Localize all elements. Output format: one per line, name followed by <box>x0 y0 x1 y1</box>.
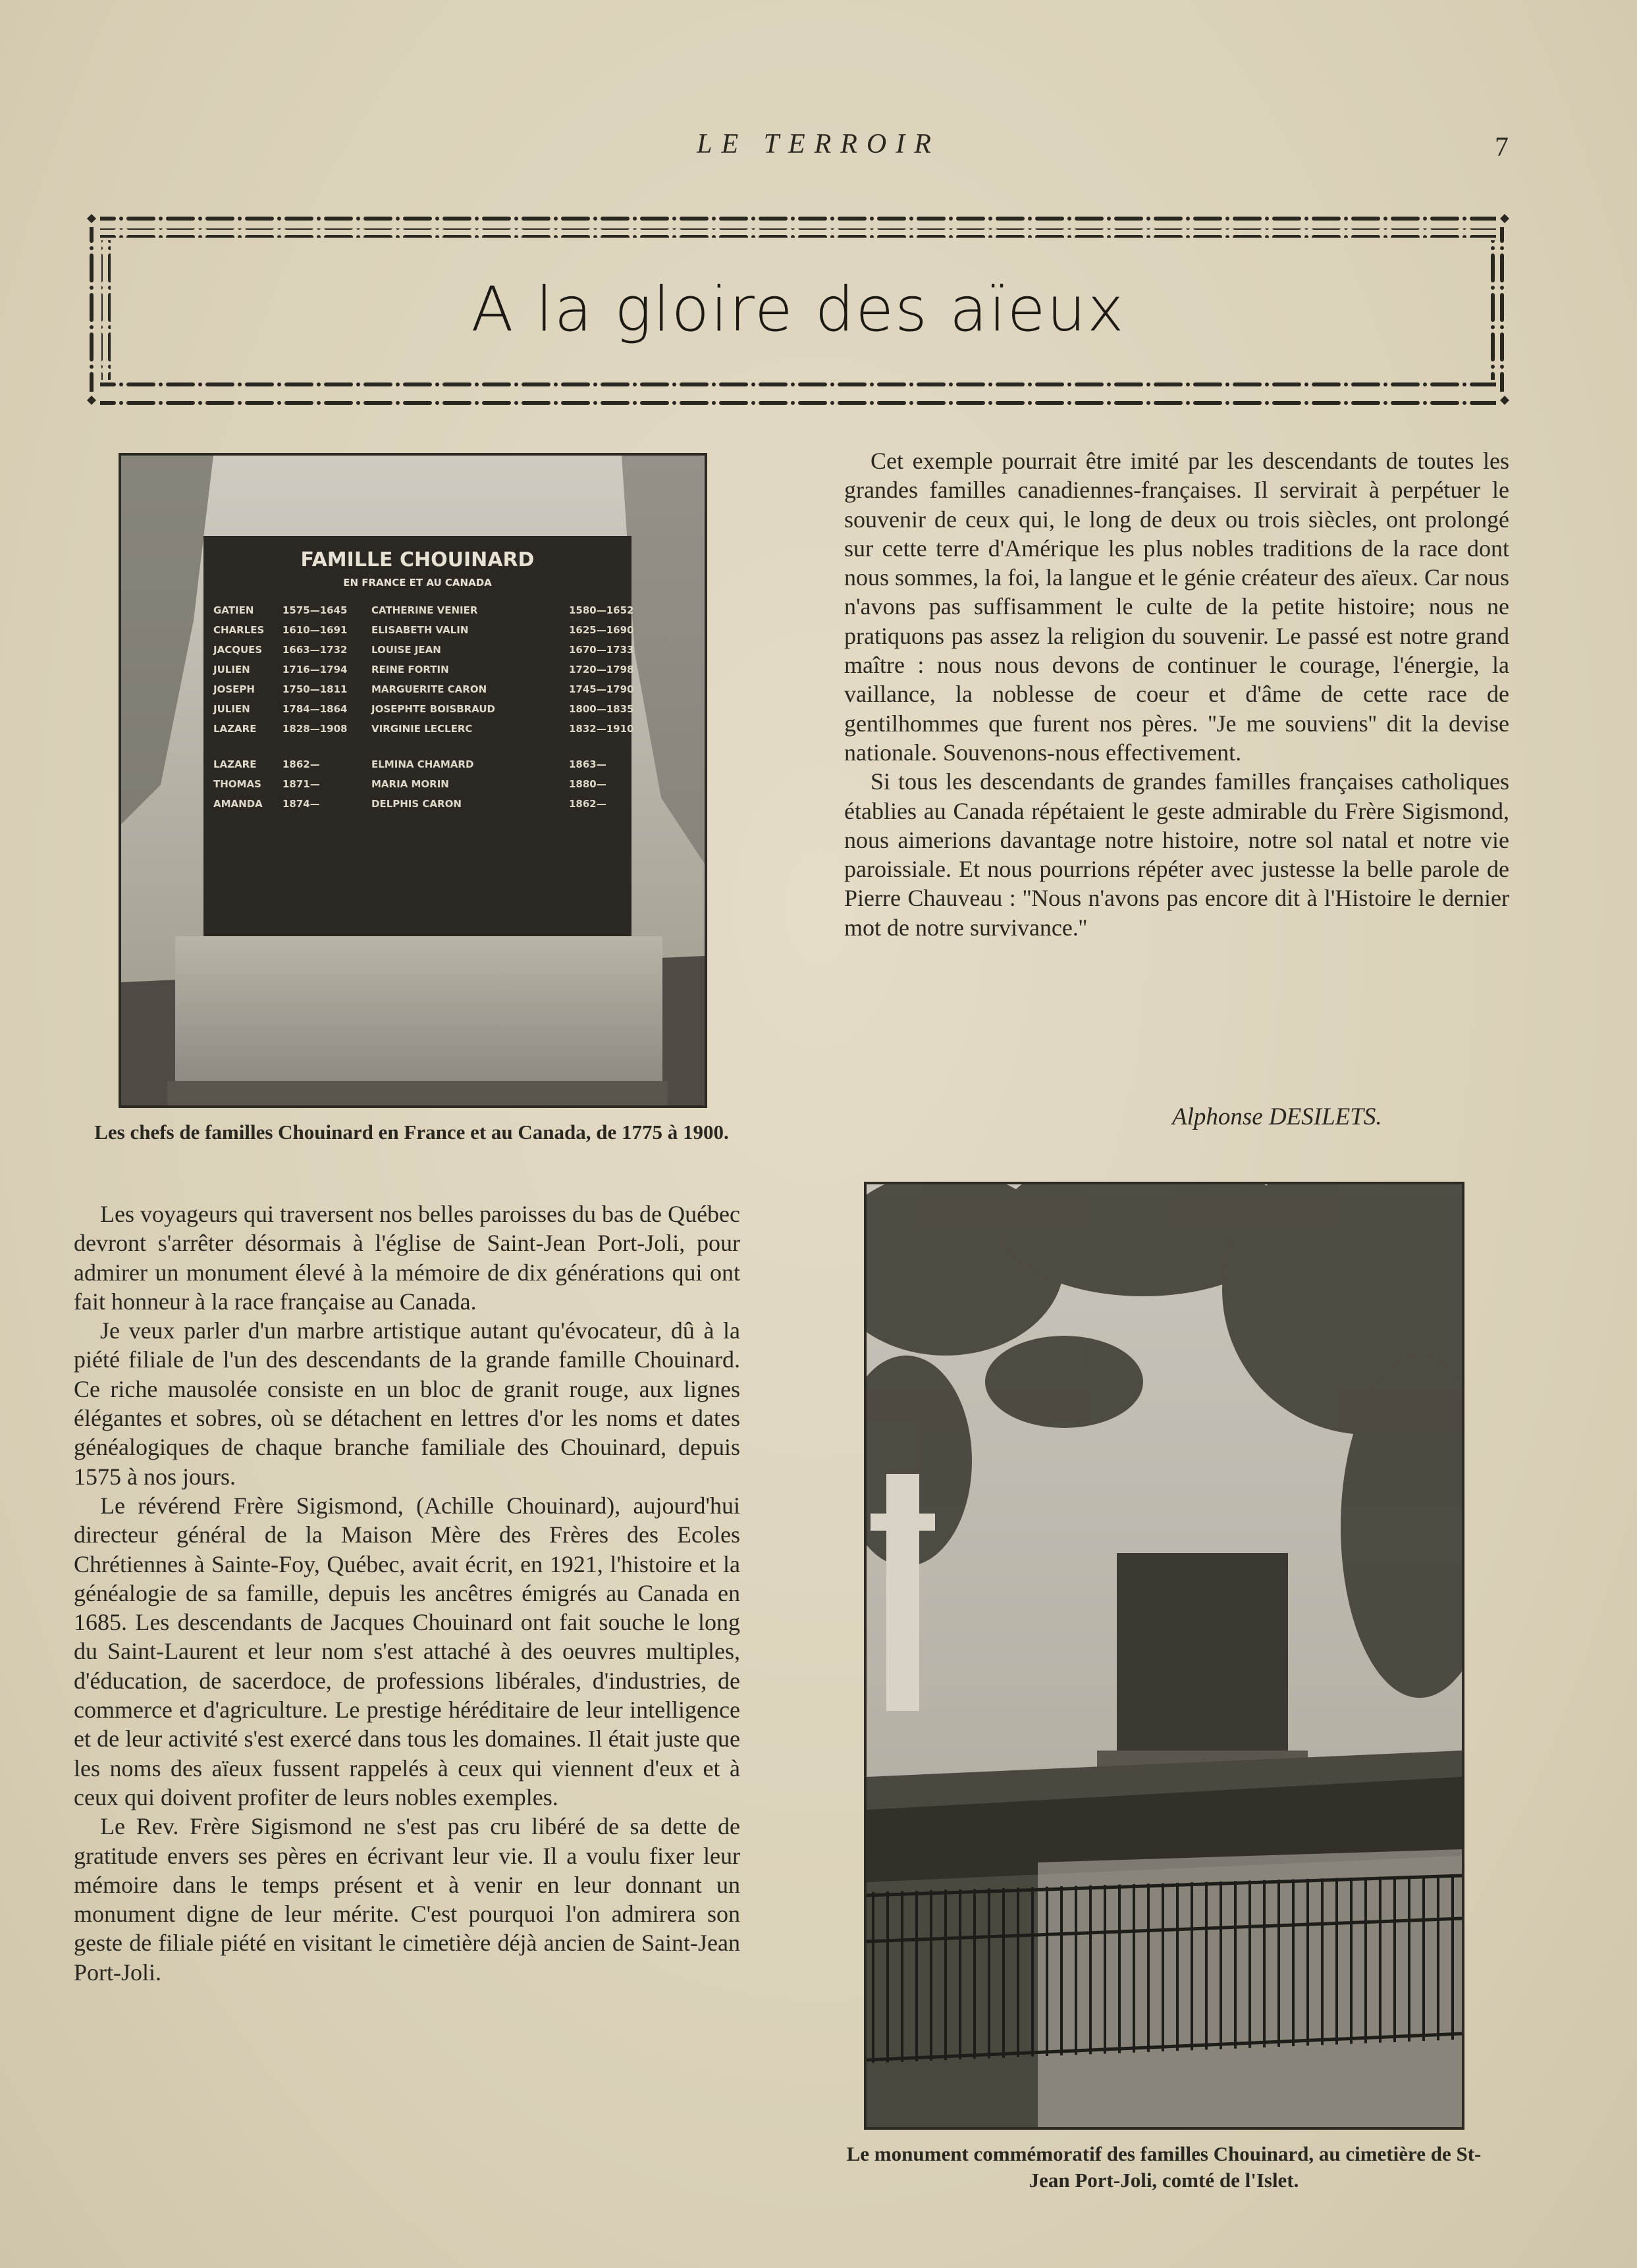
paragraph: Si tous les descendants de grandes familles françaises catholiques établies au Canada répétaient le geste admirable du Frère Sigismond, nous aimerions davantage notre histoire, notre sol natal et notre vie paroissiale. Et nous pourrions répéter avec justesse la belle parole de Pierre Chauveau : ''Nous n'avons pas encore dit à l'Histoire le dernier mot de notre survivance.'' <box>844 768 1509 941</box>
inscription-man-years: 1871— <box>282 778 320 790</box>
inscription-man-years: 1874— <box>282 798 320 810</box>
paragraph: Je veux parler d'un marbre artistique autant qu'évocateur, dû à la piété filiale de l'un des descendants de la grande famille Chouinard. Ce riche mausolée consiste en un bloc de granit rouge, aux lignes élégantes et sobres, où se détachent en lettres d'or les noms et dates généalogiques de chaque branche familiale des Chouinard, depuis 1575 à nos jours. <box>74 1317 740 1490</box>
inscription-man-years: 1610—1691 <box>282 624 348 636</box>
title-frame <box>87 214 1509 405</box>
inscription-man-years: 1862— <box>282 758 320 770</box>
inscription-woman-years: 1832—1910 <box>569 723 634 735</box>
inscription-woman: CATHERINE VENIER <box>371 604 478 616</box>
inscription-woman: REINE FORTIN <box>371 664 449 675</box>
figure1-caption: Les chefs de familles Chouinard en France et au Canada, de 1775 à 1900. <box>94 1121 729 1144</box>
left-column <box>74 1200 740 1987</box>
inscription-man: CHARLES <box>213 624 265 636</box>
inscription-man-years: 1663—1732 <box>282 644 348 656</box>
monument-photo <box>119 453 707 1108</box>
inscription-woman-years: 1670—1733 <box>569 644 634 656</box>
inscription-man-years: 1784—1864 <box>282 703 348 715</box>
paragraph: Le révérend Frère Sigismond, (Achille Chouinard), aujourd'hui directeur général de la Maison Mère des Frères des Ecoles Chrétiennes à Sainte-Foy, Québec, avait écrit, en 1921, l'histoire et la généalogie de sa famille, depuis les ancêtres émigrés au Canada en 1685. Les descendants de Jacques Chouinard ont fait souche le long du Saint-Laurent et leur nom s'est attaché à des oeuvres multiples, d'éducation, de sacerdoce, de professions libérales, d'industries, de commerce et d'agriculture. Le prestige héréditaire de leur intelligence et de leur activité s'est exercé dans tous les domaines. Il était juste que les noms des aïeux fussent rappelés à ceux qui viennent d'eux et à ceux qui doivent profiter de leurs nobles exemples. <box>74 1492 740 1810</box>
page-number: 7 <box>1495 132 1509 163</box>
inscription-woman: MARGUERITE CARON <box>371 683 487 695</box>
inscription-man-years: 1716—1794 <box>282 664 348 675</box>
inscription-woman: ELISABETH VALIN <box>371 624 469 636</box>
inscription-man: GATIEN <box>213 604 254 616</box>
paragraph: Les voyageurs qui traversent nos belles paroisses du bas de Québec devront s'arrêter désormais à l'église de Saint-Jean Port-Joli, pour admirer un monument élevé à la mémoire de dix générations qui ont fait honneur à la race française au Canada. <box>74 1201 740 1315</box>
running-title: LE TERROIR <box>697 129 940 159</box>
inscription-woman-years: 1580—1652 <box>569 604 634 616</box>
inscription-woman: VIRGINIE LECLERC <box>371 723 473 735</box>
inscription-woman-years: 1862— <box>569 798 606 810</box>
inscription-man: THOMAS <box>213 778 261 790</box>
paragraph: Cet exemple pourrait être imité par les descendants de toutes les grandes familles canadiennes-françaises. Il servirait à perpétuer le souvenir de ceux qui, le long de deux ou trois siècles, ont prolongé sur cette terre d'Amérique les plus nobles traditions de la race dont nous sommes, la foi, la langue et le génie créateur des aïeux. Car nous n'avons pas suffisamment le culte de la petite histoire; nous ne pratiquons pas assez la religion du souvenir. Le passé est notre grand maître : nous nous devons de continuer le courage, l'énergie, la vaillance, la noblesse de coeur et d'âme de cette race de gentilhommes que furent nos pères. ''Je me souviens'' dit la devise nationale. Souvenons-nous effectivement. <box>844 448 1509 766</box>
inscription-woman: ELMINA CHAMARD <box>371 758 474 770</box>
inscription-woman-years: 1863— <box>569 758 606 770</box>
figure2-caption: Le monument commémoratif des familles Chouinard, au cimetière de St-Jean Port-Joli, comté de l'Islet. <box>846 2142 1482 2192</box>
inscription-man: JOSEPH <box>213 683 255 695</box>
inscription-man: AMANDA <box>213 798 263 810</box>
inscription-man-years: 1575—1645 <box>282 604 348 616</box>
inscription-woman-years: 1720—1798 <box>569 664 634 675</box>
inscription-woman-years: 1745—1790 <box>569 683 634 695</box>
inscription-woman: LOUISE JEAN <box>371 644 441 656</box>
monument-subheading: EN FRANCE ET AU CANADA <box>343 577 492 589</box>
paragraph: Le Rev. Frère Sigismond ne s'est pas cru libéré de sa dette de gratitude envers ses pères en écrivant leur vie. Il a voulu fixer leur mémoire dans le temps présent et à venir en leur donnant un monument digne de leur mérite. C'est pourquoi l'on admirera son geste de filiale piété en visitant le cimetière déjà ancien de Saint-Jean Port-Joli. <box>74 1813 740 1986</box>
inscription-man: LAZARE <box>213 723 257 735</box>
inscription-woman-years: 1880— <box>569 778 606 790</box>
monument-heading: FAMILLE CHOUINARD <box>300 548 535 571</box>
inscription-man: JULIEN <box>213 664 250 675</box>
inscription-man: JULIEN <box>213 703 250 715</box>
cemetery-photo <box>864 1182 1464 2130</box>
inscription-woman-years: 1800—1835 <box>569 703 634 715</box>
inscription-woman: MARIA MORIN <box>371 778 449 790</box>
inscription-man: LAZARE <box>213 758 257 770</box>
inscription-man: JACQUES <box>213 644 263 656</box>
inscription-man-years: 1750—1811 <box>282 683 348 695</box>
inscription-woman-years: 1625—1690 <box>569 624 634 636</box>
inscription-man-years: 1828—1908 <box>282 723 348 735</box>
inscription-woman: JOSEPHTE BOISBRAUD <box>371 703 495 715</box>
inscription-woman: DELPHIS CARON <box>371 798 462 810</box>
author-signature: Alphonse DESILETS. <box>1172 1103 1382 1130</box>
article-title: A la gloire des aïeux <box>471 273 1125 346</box>
right-column <box>844 446 1509 942</box>
